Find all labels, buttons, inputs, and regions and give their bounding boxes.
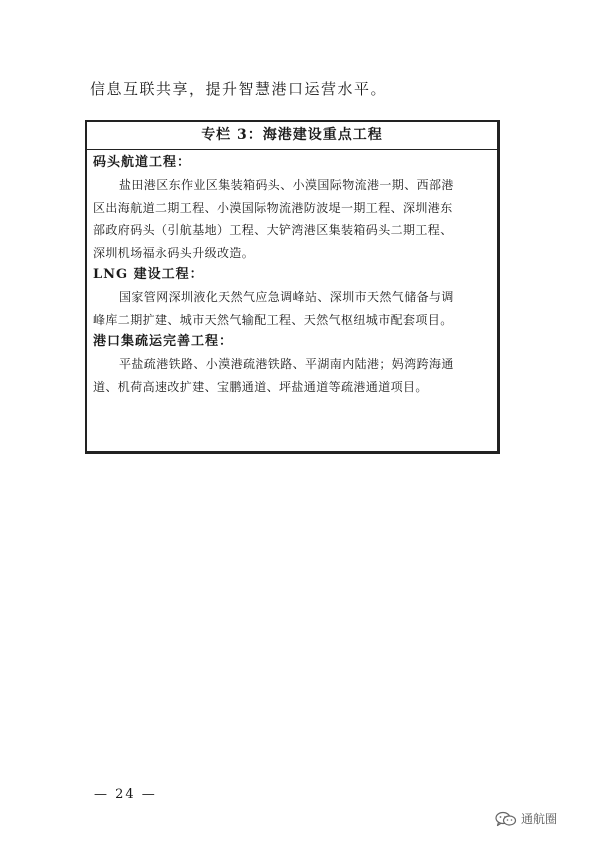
- paragraph-line: 部政府码头（引航基地）工程、大铲湾港区集装箱码头二期工程、: [93, 223, 453, 237]
- paragraph-line: 深圳机场福永码头升级改造。: [93, 245, 255, 260]
- box-body: [87, 150, 497, 398]
- section-paragraph-lng: [93, 286, 491, 331]
- section-paragraph-wharf: [93, 174, 491, 264]
- section-heading-wharf: 码头航道工程：: [93, 155, 192, 170]
- watermark-text: 通航圈: [521, 812, 558, 826]
- feature-box: [85, 120, 500, 454]
- section-heading-lng: LNG 建设工程：: [93, 267, 204, 282]
- wechat-icon: [495, 811, 517, 827]
- intro-text: 信息互联共享，提升智慧港口运营水平。: [90, 80, 388, 98]
- section-paragraph-port-transport: [93, 353, 491, 398]
- box-title: 专栏 3：海港建设重点工程: [87, 122, 497, 150]
- paragraph-line: 平盐疏港铁路、小漠港疏港铁路、平湖南内陆港；妈湾跨海通: [119, 357, 454, 371]
- paragraph-line: 道、机荷高速改扩建、宝鹏通道、坪盐通道等疏港通道项目。: [93, 379, 428, 394]
- paragraph-line: 国家管网深圳液化天然气应急调峰站、深圳市天然气储备与调: [119, 290, 454, 304]
- page-number: — 24 —: [94, 787, 157, 802]
- paragraph-line: 盐田港区东作业区集装箱码头、小漠国际物流港一期、西部港: [119, 178, 454, 192]
- paragraph-line: 峰库二期扩建、城市天然气输配工程、天然气枢纽城市配套项目。: [93, 312, 453, 327]
- watermark: [495, 810, 557, 827]
- section-heading-port-transport: 港口集疏运完善工程：: [93, 334, 234, 349]
- paragraph-line: 区出海航道二期工程、小漠国际物流港防波堤一期工程、深圳港东: [93, 200, 453, 215]
